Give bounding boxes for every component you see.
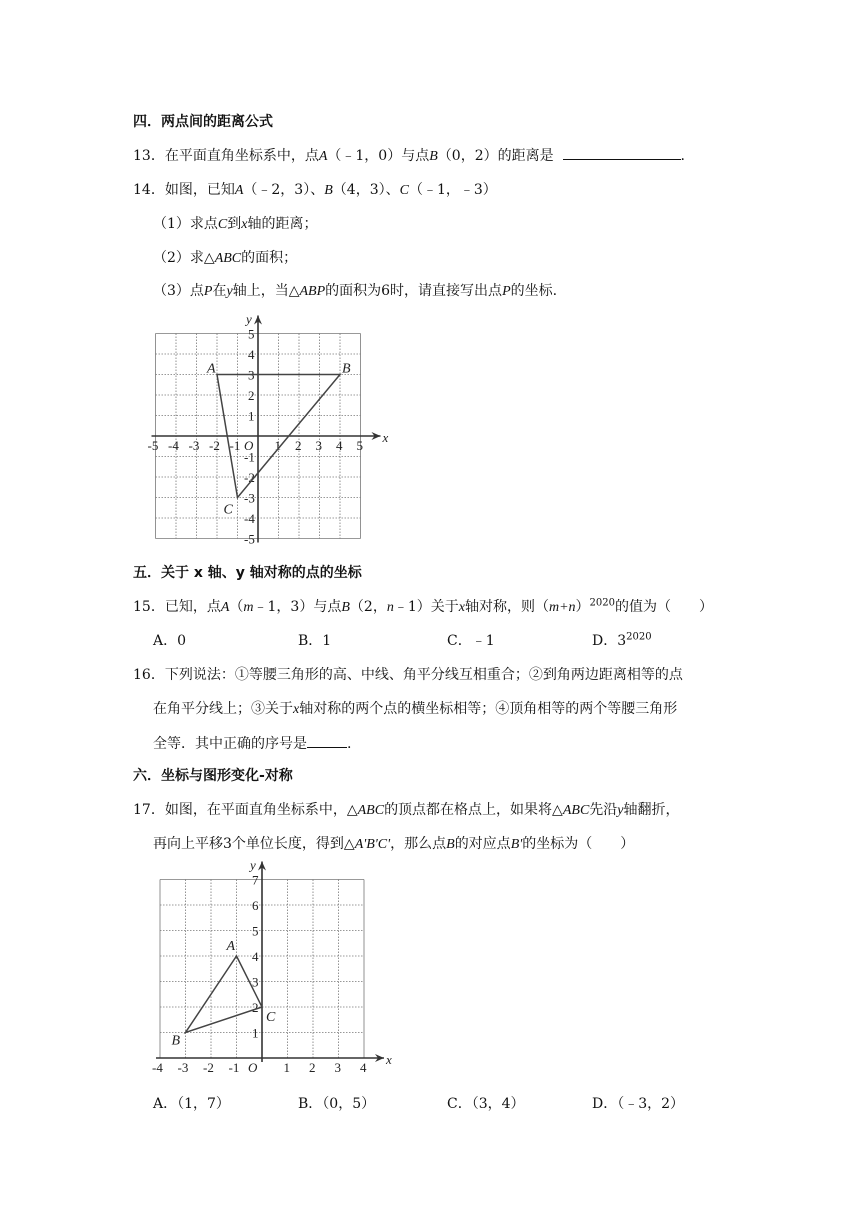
var: ABC xyxy=(357,803,385,818)
answer-blank[interactable] xyxy=(563,145,681,160)
x-tick-label: -4 xyxy=(168,438,179,453)
y-tick-label: -4 xyxy=(244,511,255,526)
text: 到 xyxy=(227,216,242,232)
text: 的值为（ ） xyxy=(614,599,713,615)
text: 的坐标为（ ） xyxy=(522,836,635,852)
text: 的面积； xyxy=(241,250,298,266)
text: . xyxy=(680,148,685,164)
question-14-part-1 xyxy=(153,214,317,235)
question-number: 13． xyxy=(133,148,165,164)
var: x xyxy=(293,702,300,717)
x-tick-label: -2 xyxy=(203,1060,214,1075)
text: （ xyxy=(229,599,244,615)
text: 轴的距离； xyxy=(247,216,318,232)
text: （3）点 xyxy=(153,283,204,299)
point-label-c: C xyxy=(223,502,233,518)
y-axis-label: y xyxy=(246,311,252,327)
y-tick-label: 2 xyxy=(252,1000,259,1015)
exponent: 2020 xyxy=(626,631,652,643)
y-tick-label: 1 xyxy=(252,1025,259,1041)
x-axis-label: x xyxy=(386,1052,392,1067)
question-13 xyxy=(133,145,685,167)
text: 再向上平移3个单位长度，得到△ xyxy=(153,836,355,852)
var: A xyxy=(220,600,230,615)
y-tick-label: 4 xyxy=(248,347,255,362)
y-tick-label: 3 xyxy=(248,367,255,383)
text: 轴对称的两个点的横坐标相等；④顶角相等的两个等腰三角形 xyxy=(299,701,678,717)
text: 的坐标. xyxy=(510,283,558,299)
y-tick-label: 7 xyxy=(252,872,259,888)
text: 的对应点 xyxy=(454,836,511,852)
text: 轴上，当△ xyxy=(232,283,300,299)
coordinate-figure-1 xyxy=(140,308,400,554)
y-tick-label: -2 xyxy=(244,470,255,485)
x-tick-label: 2 xyxy=(295,438,302,453)
exponent: 2020 xyxy=(589,597,615,609)
text: 全等．其中正确的序号是 xyxy=(153,736,307,752)
text: 如图，在平面直角坐标系中，△ xyxy=(164,802,358,818)
x-tick-label: -1 xyxy=(228,1060,240,1075)
y-tick-label: 2 xyxy=(248,388,255,403)
y-tick-label: -3 xyxy=(244,490,255,506)
text: ﹣1，3）与点 xyxy=(253,599,342,615)
x-tick-label: -3 xyxy=(188,438,200,453)
var: n xyxy=(386,600,394,615)
text: 已知，点 xyxy=(164,599,221,615)
q15-option-c[interactable]: C．﹣1 xyxy=(447,633,495,649)
question-number: 16． xyxy=(133,667,165,683)
question-number: 14． xyxy=(133,182,165,198)
section-title-5: 五．关于 x 轴、y 轴对称的点的坐标 xyxy=(133,565,362,581)
text: ﹣1）关于 xyxy=(393,599,459,615)
option-text: D．3 xyxy=(592,633,627,649)
var: P xyxy=(203,284,213,299)
y-tick-label: 6 xyxy=(252,898,259,913)
var: ABC xyxy=(562,803,590,818)
text: （2）求△ xyxy=(153,250,215,266)
text: 先沿 xyxy=(589,802,618,818)
question-14-part-2 xyxy=(153,248,297,269)
var: B xyxy=(324,183,333,198)
text: ） xyxy=(575,599,590,615)
var: m+n xyxy=(548,600,576,615)
x-tick-label: 1 xyxy=(274,438,281,453)
text: 轴对称，则（ xyxy=(464,599,549,615)
question-number: 15． xyxy=(133,599,165,615)
q15-option-b[interactable]: B．1 xyxy=(298,633,332,649)
text: 在 xyxy=(212,283,227,299)
question-number: 17． xyxy=(133,802,165,818)
y-tick-label: 5 xyxy=(252,923,259,939)
q17-option-c[interactable]: C．（3，4） xyxy=(447,1096,525,1112)
x-tick-label: 3 xyxy=(334,1060,341,1075)
triangle xyxy=(186,956,263,1033)
var: y xyxy=(617,803,624,818)
question-16-line-3 xyxy=(153,733,351,754)
text: 下列说法：①等腰三角形的高、中线、角平分线互相重合；②到角两边距离相等的点 xyxy=(164,667,683,683)
text: 的面积为6时，请直接写出点 xyxy=(325,283,503,299)
var: ABC xyxy=(214,251,242,266)
section-title-6: 六．坐标与图形变化-对称 xyxy=(133,768,293,784)
y-tick-label: 3 xyxy=(252,974,259,990)
text: （4，3）、 xyxy=(332,182,400,198)
var: C xyxy=(399,183,409,198)
x-tick-label: -4 xyxy=(152,1060,163,1075)
var: A xyxy=(234,183,244,198)
question-16-line-2 xyxy=(153,699,677,720)
y-tick-label: 4 xyxy=(252,949,259,964)
question-17-line-1 xyxy=(133,800,680,821)
question-15 xyxy=(133,597,713,618)
coordinate-figure-2 xyxy=(140,852,400,1088)
text: （﹣1，﹣3） xyxy=(408,182,497,198)
var: m xyxy=(243,600,254,615)
x-axis-label: x xyxy=(382,430,389,445)
text: 在平面直角坐标系中，点 xyxy=(164,148,319,164)
text: 的顶点都在格点上，如果将△ xyxy=(384,802,563,818)
answer-blank[interactable] xyxy=(307,733,347,748)
var: A'B'C' xyxy=(354,837,391,852)
text: 如图，已知 xyxy=(164,182,235,198)
point-label-a: A xyxy=(226,939,236,954)
var: A xyxy=(318,149,328,164)
question-14-part-3 xyxy=(153,281,557,302)
var: C xyxy=(217,217,228,232)
q17-option-a[interactable]: A．（1，7） xyxy=(153,1096,230,1112)
text: （﹣2，3）、 xyxy=(243,182,325,198)
question-16-line-1 xyxy=(133,665,683,685)
var: B' xyxy=(510,837,523,852)
var: P xyxy=(502,284,511,299)
section-title-4: 四．两点间的距离公式 xyxy=(133,114,273,130)
x-tick-label: -5 xyxy=(147,438,159,453)
text: （1）求点 xyxy=(153,216,218,232)
y-tick-label: -5 xyxy=(244,531,255,547)
y-tick-label: -1 xyxy=(244,449,255,465)
y-axis-label: y xyxy=(250,857,256,873)
text: 在角平分线上；③关于 xyxy=(153,701,293,717)
axes xyxy=(148,312,389,547)
y-tick-label: 5 xyxy=(248,326,255,342)
origin-label: O xyxy=(244,438,254,453)
origin-label: O xyxy=(248,1060,258,1075)
point-label-c: C xyxy=(266,1010,276,1025)
axes xyxy=(152,858,392,1076)
x-tick-label: 3 xyxy=(315,438,322,453)
x-tick-label: 4 xyxy=(360,1060,367,1075)
question-14 xyxy=(133,180,497,201)
text: . xyxy=(347,736,352,752)
x-tick-label: -2 xyxy=(209,438,220,453)
var: B xyxy=(446,837,455,852)
x-tick-label: 1 xyxy=(283,1060,290,1075)
x-tick-label: 2 xyxy=(309,1060,316,1075)
var: y xyxy=(226,284,233,299)
point-label-b: B xyxy=(342,361,351,377)
text: （0，2）的距离是 xyxy=(437,148,554,164)
var: ABP xyxy=(299,284,326,299)
var: x xyxy=(241,217,248,232)
x-tick-label: -1 xyxy=(229,438,241,453)
x-tick-label: -3 xyxy=(177,1060,189,1075)
point-label-b: B xyxy=(171,1033,181,1049)
point-label-a: A xyxy=(207,361,216,377)
var: B xyxy=(341,600,350,615)
y-tick-label: 1 xyxy=(248,408,255,424)
var: x xyxy=(458,600,465,615)
q15-option-d[interactable] xyxy=(592,631,652,651)
var: B xyxy=(429,149,438,164)
text: （﹣1，0）与点 xyxy=(327,148,430,164)
q17-option-b[interactable]: B．（0，5） xyxy=(298,1096,376,1112)
x-tick-label: 4 xyxy=(336,438,343,453)
x-tick-label: 5 xyxy=(356,438,363,453)
text: （2， xyxy=(349,599,387,615)
text: ，那么点 xyxy=(390,836,447,852)
q15-option-a[interactable]: A．0 xyxy=(153,633,187,649)
q17-option-d[interactable]: D．（﹣3，2） xyxy=(592,1096,685,1112)
text: 轴翻折， xyxy=(623,802,680,818)
